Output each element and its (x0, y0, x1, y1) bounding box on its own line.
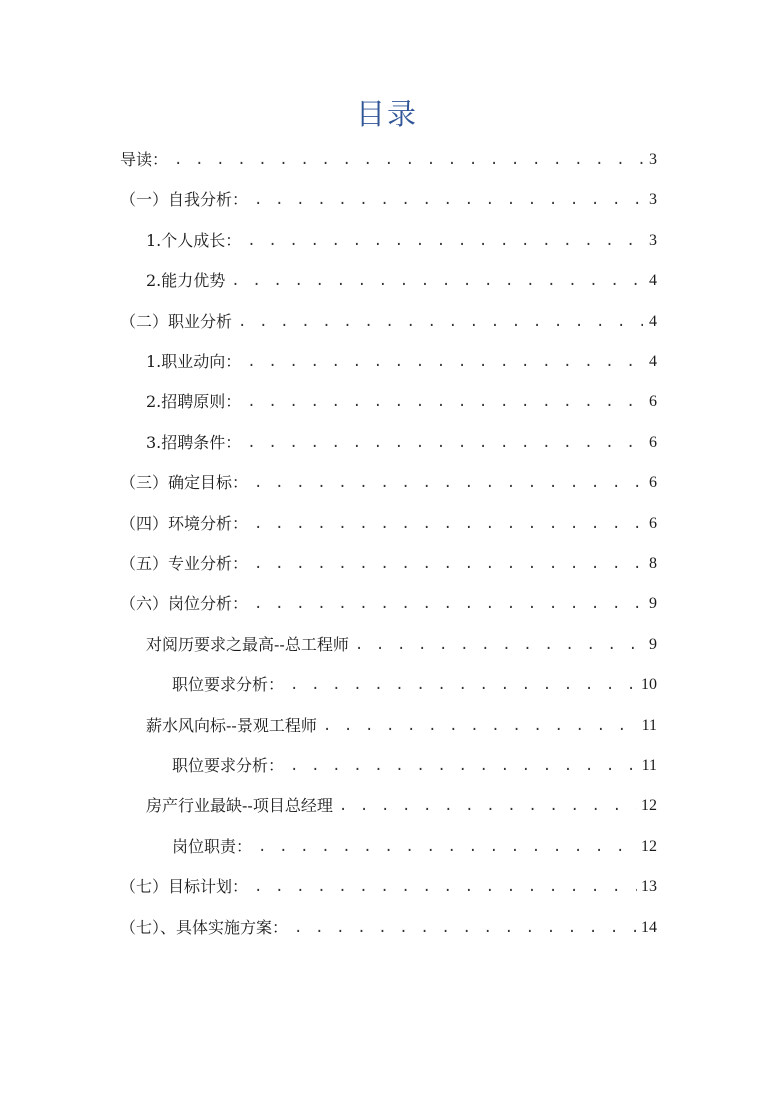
toc-dot-leader (339, 796, 637, 816)
toc-entry-page-number: 13 (641, 878, 657, 896)
toc-dot-leader (355, 635, 643, 655)
toc-entry-label: 岗位职责： (172, 836, 253, 856)
toc-entry[interactable] (120, 302, 657, 332)
toc-entry-page-number: 8 (649, 555, 657, 572)
toc-entry[interactable] (120, 463, 657, 493)
toc-entry-label: （三）确定目标： (120, 473, 249, 493)
toc-entry-label: （一）自我分析： (120, 190, 249, 210)
toc-entry-page-number: 12 (641, 837, 657, 855)
toc-entry-page-number: 12 (641, 797, 657, 815)
toc-dot-leader (290, 675, 637, 695)
toc-entry[interactable] (146, 221, 657, 251)
toc-entry-label: （六）岗位分析： (120, 594, 249, 614)
toc-entry[interactable] (120, 544, 657, 574)
toc-dot-leader (294, 918, 637, 938)
toc-entry[interactable] (146, 706, 657, 736)
toc-entry[interactable] (172, 665, 657, 695)
toc-dot-leader (247, 352, 643, 372)
toc-entry-page-number: 9 (649, 595, 657, 613)
toc-entry[interactable] (120, 584, 657, 614)
toc-entry-label: （五）专业分析： (120, 554, 249, 573)
toc-entry-label: 3.招聘条件： (146, 432, 242, 452)
toc-entry[interactable] (146, 342, 657, 372)
toc-entry-page-number: 6 (649, 514, 657, 532)
toc-entry-label: 职位要求分析： (172, 756, 285, 775)
toc-entry-page-number: 6 (649, 393, 657, 411)
toc-dot-leader (254, 190, 643, 210)
toc-entry-label: （四）环境分析： (120, 513, 249, 533)
toc-entry-label: 2.招聘原则： (146, 392, 242, 412)
toc-entry-label: 房产行业最缺--项目总经理 (146, 796, 333, 816)
toc-entry-page-number: 11 (641, 716, 657, 734)
toc-dot-leader (231, 271, 643, 291)
toc-entry[interactable] (172, 827, 657, 857)
toc-entry[interactable] (146, 423, 657, 453)
toc-entry-page-number: 10 (641, 676, 657, 694)
toc-dot-leader (247, 231, 643, 251)
toc-dot-leader (254, 877, 637, 897)
toc-entry-page-number: 4 (649, 272, 657, 290)
toc-entry[interactable] (120, 140, 657, 170)
toc-dot-leader (254, 473, 643, 493)
toc-entry-page-number: 4 (649, 353, 657, 370)
toc-entry-page-number: 11 (641, 757, 657, 774)
toc-entry-label: 对阅历要求之最高--总工程师 (146, 634, 349, 654)
toc-entry-label: （七）目标计划： (120, 877, 249, 897)
toc-entry-label: 1.个人成长： (146, 230, 242, 250)
toc-entry-label: （二）职业分析 (120, 311, 233, 331)
toc-dot-leader (238, 312, 643, 332)
toc-entry[interactable] (120, 180, 657, 210)
toc-entry[interactable] (120, 908, 657, 938)
toc-title: 目录 (355, 97, 418, 131)
toc-dot-leader (258, 837, 637, 857)
toc-entry-page-number: 9 (649, 635, 657, 653)
toc-entry-label: 导读： (120, 150, 169, 169)
toc-entry-label: 2.能力优势 (146, 271, 226, 291)
toc-entry-label: 职位要求分析： (172, 675, 285, 695)
toc-entry[interactable] (172, 746, 657, 776)
toc-entry[interactable] (146, 625, 657, 655)
toc-entry-page-number: 14 (641, 918, 657, 936)
toc-entry-page-number: 6 (649, 433, 657, 451)
toc-entry-label: 1.职业动向： (146, 352, 242, 371)
toc-entry-label: （七）、具体实施方案： (120, 917, 289, 937)
toc-dot-leader (290, 756, 638, 776)
toc-entry-page-number: 3 (649, 151, 657, 168)
toc-dot-leader (174, 150, 643, 170)
toc-dot-leader (247, 392, 643, 412)
toc-entry-page-number: 6 (649, 474, 657, 492)
toc-entry-page-number: 4 (649, 312, 657, 330)
toc-entry[interactable] (146, 261, 657, 291)
toc-entry[interactable] (146, 786, 657, 816)
toc-dot-leader (247, 433, 643, 453)
toc-dot-leader (323, 716, 638, 736)
toc-entry-page-number: 3 (649, 191, 657, 209)
toc-dot-leader (254, 554, 643, 574)
toc-entry[interactable] (120, 504, 657, 534)
toc-entry-page-number: 3 (649, 231, 657, 249)
toc-entry[interactable] (146, 382, 657, 412)
toc-entry-label: 薪水风向标--景观工程师 (146, 715, 317, 735)
toc-entry[interactable] (120, 867, 657, 897)
toc-dot-leader (254, 594, 643, 614)
toc-dot-leader (254, 514, 643, 534)
